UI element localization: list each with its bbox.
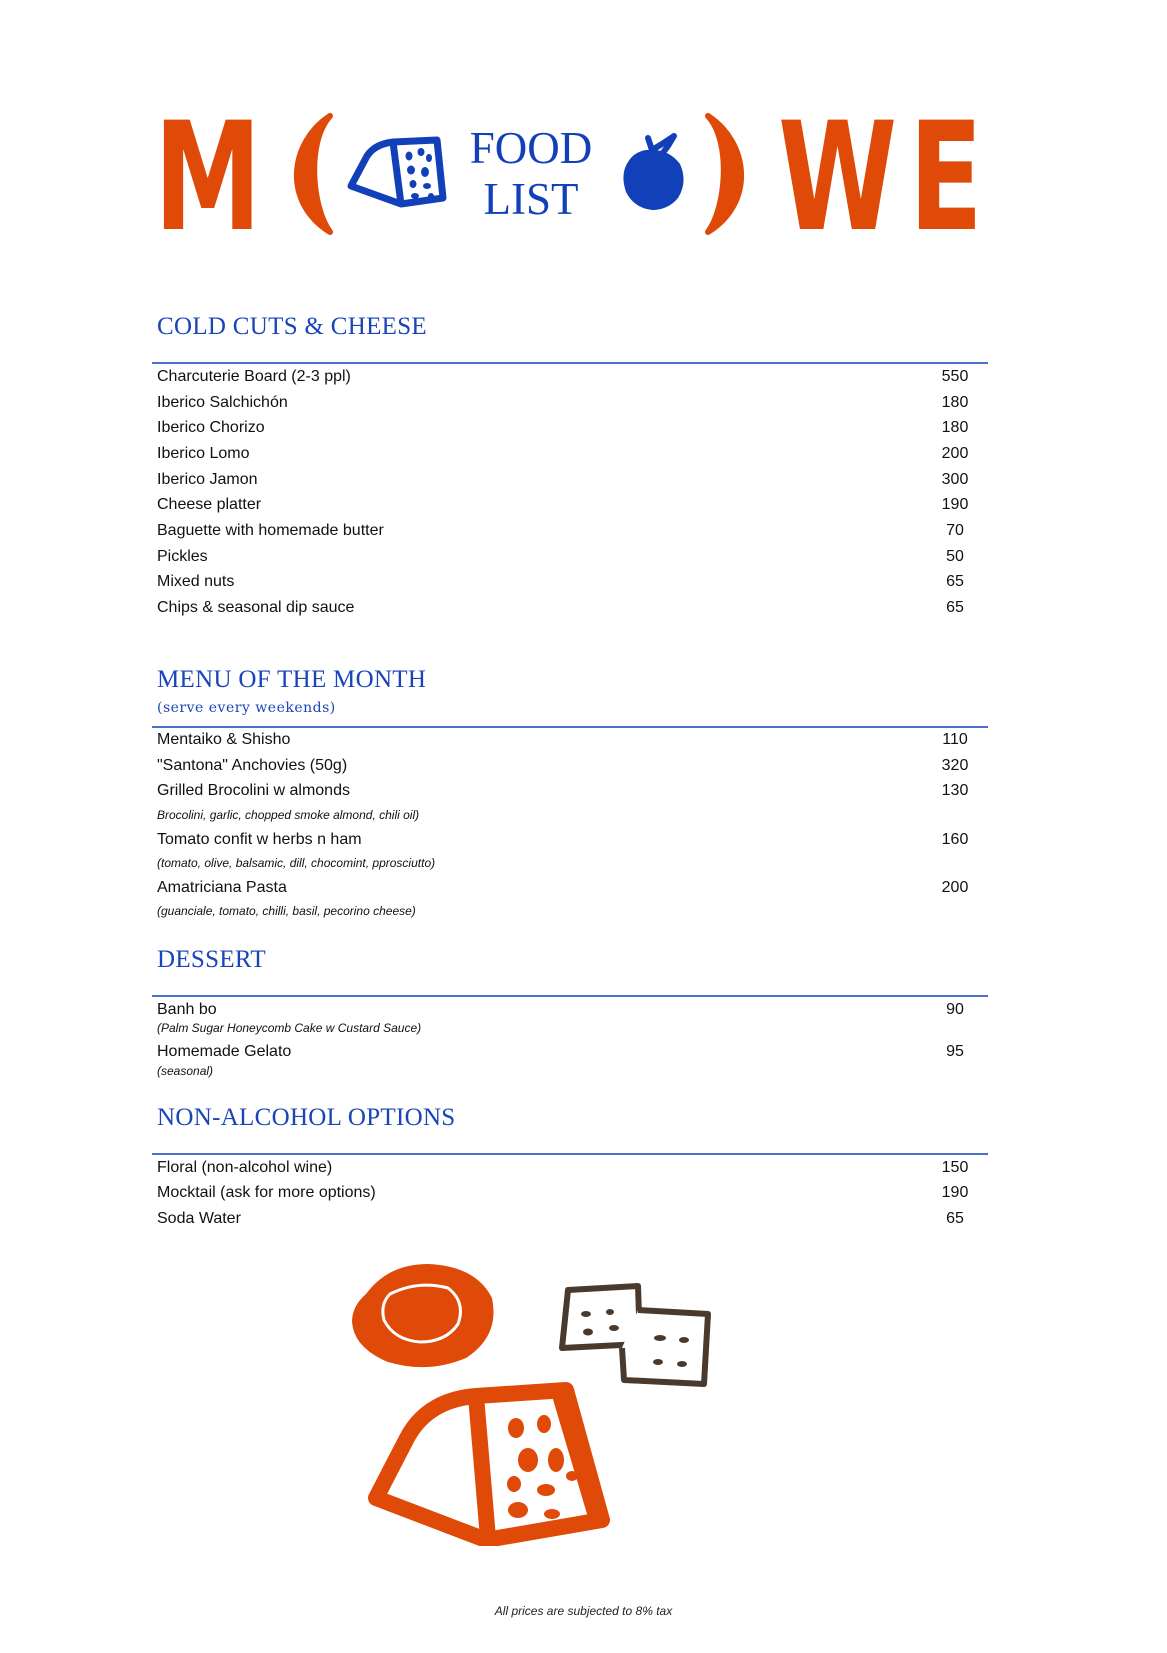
item-name: Soda Water	[157, 1210, 241, 1227]
item-price: 65	[946, 1210, 964, 1227]
item-description: Brocolini, garlic, chopped smoke almond, chili oil)	[157, 808, 420, 822]
item-name: Amatriciana Pasta	[157, 879, 287, 896]
egg-icon	[348, 1258, 498, 1370]
logo-letter-w: W	[778, 91, 898, 265]
item-name: Chips & seasonal dip sauce	[157, 599, 355, 616]
section-divider	[152, 995, 988, 997]
item-price: 180	[941, 394, 969, 411]
section-title: DESSERT	[157, 946, 266, 973]
logo-header	[0, 0, 1167, 265]
list-word: LIST	[483, 174, 579, 224]
section-title: MENU OF THE MONTH	[157, 666, 427, 693]
item-name: Iberico Chorizo	[157, 419, 265, 436]
item-price: 70	[946, 522, 964, 539]
item-price: 190	[941, 496, 969, 513]
tax-note: All prices are subjected to 8% tax	[494, 1604, 673, 1618]
cheese-icon	[345, 134, 449, 210]
item-price: 110	[942, 731, 968, 748]
section-divider	[152, 1153, 988, 1155]
item-price: 50	[946, 548, 964, 565]
item-name: Homemade Gelato	[157, 1043, 292, 1060]
item-name: Charcuterie Board (2-3 ppl)	[157, 368, 351, 385]
item-name: Floral (non-alcohol wine)	[157, 1159, 333, 1176]
logo-letter-m: M	[154, 91, 262, 265]
item-name: Iberico Salchichón	[157, 394, 288, 411]
food-word: FOOD	[469, 123, 593, 173]
item-name: Mentaiko & Shisho	[157, 731, 291, 748]
item-name: Mocktail (ask for more options)	[157, 1184, 376, 1201]
item-name: Cheese platter	[157, 496, 262, 513]
section-title: COLD CUTS & CHEESE	[157, 313, 427, 340]
item-description: (tomato, olive, balsamic, dill, chocomint, pprosciutto)	[157, 856, 436, 870]
section-divider	[152, 362, 988, 364]
food-list-title	[458, 123, 604, 224]
tomato-icon	[618, 130, 696, 216]
item-price: 190	[941, 1184, 969, 1201]
item-description: (seasonal)	[157, 1064, 214, 1078]
item-price: 130	[941, 782, 969, 799]
item-name: Iberico Jamon	[157, 471, 258, 488]
item-price: 65	[946, 599, 964, 616]
item-price: 150	[941, 1159, 969, 1176]
item-name: Banh bo	[157, 1001, 217, 1018]
item-description: (guanciale, tomato, chilli, basil, pecorino cheese)	[157, 904, 416, 918]
item-price: 90	[946, 1001, 964, 1018]
item-price: 95	[946, 1043, 964, 1060]
food-illustration	[330, 1250, 750, 1580]
crackers-icon	[558, 1280, 718, 1392]
item-name: Mixed nuts	[157, 573, 235, 590]
item-name: Tomato confit w herbs n ham	[157, 831, 362, 848]
section-divider	[152, 726, 988, 728]
logo-letter-e: E	[909, 91, 983, 265]
right-parenthesis-icon	[702, 112, 766, 236]
item-price: 200	[941, 445, 969, 462]
item-name: Iberico Lomo	[157, 445, 250, 462]
item-name: Baguette with homemade butter	[157, 522, 384, 539]
item-price: 180	[941, 419, 969, 436]
item-price: 200	[941, 879, 969, 896]
item-name: Grilled Brocolini w almonds	[157, 782, 350, 799]
item-price: 300	[941, 471, 969, 488]
item-price: 160	[941, 831, 969, 848]
item-name: "Santona" Anchovies (50g)	[157, 757, 348, 774]
section-subtitle: (serve every weekends)	[157, 700, 336, 716]
section-title: NON-ALCOHOL OPTIONS	[157, 1104, 456, 1131]
item-description: (Palm Sugar Honeycomb Cake w Custard Sauce)	[157, 1021, 422, 1035]
item-price: 320	[941, 757, 969, 774]
left-parenthesis-icon	[272, 112, 336, 236]
item-price: 550	[941, 368, 969, 385]
cheese-wedge-icon	[366, 1380, 614, 1546]
item-price: 65	[946, 573, 964, 590]
item-name: Pickles	[157, 548, 208, 565]
